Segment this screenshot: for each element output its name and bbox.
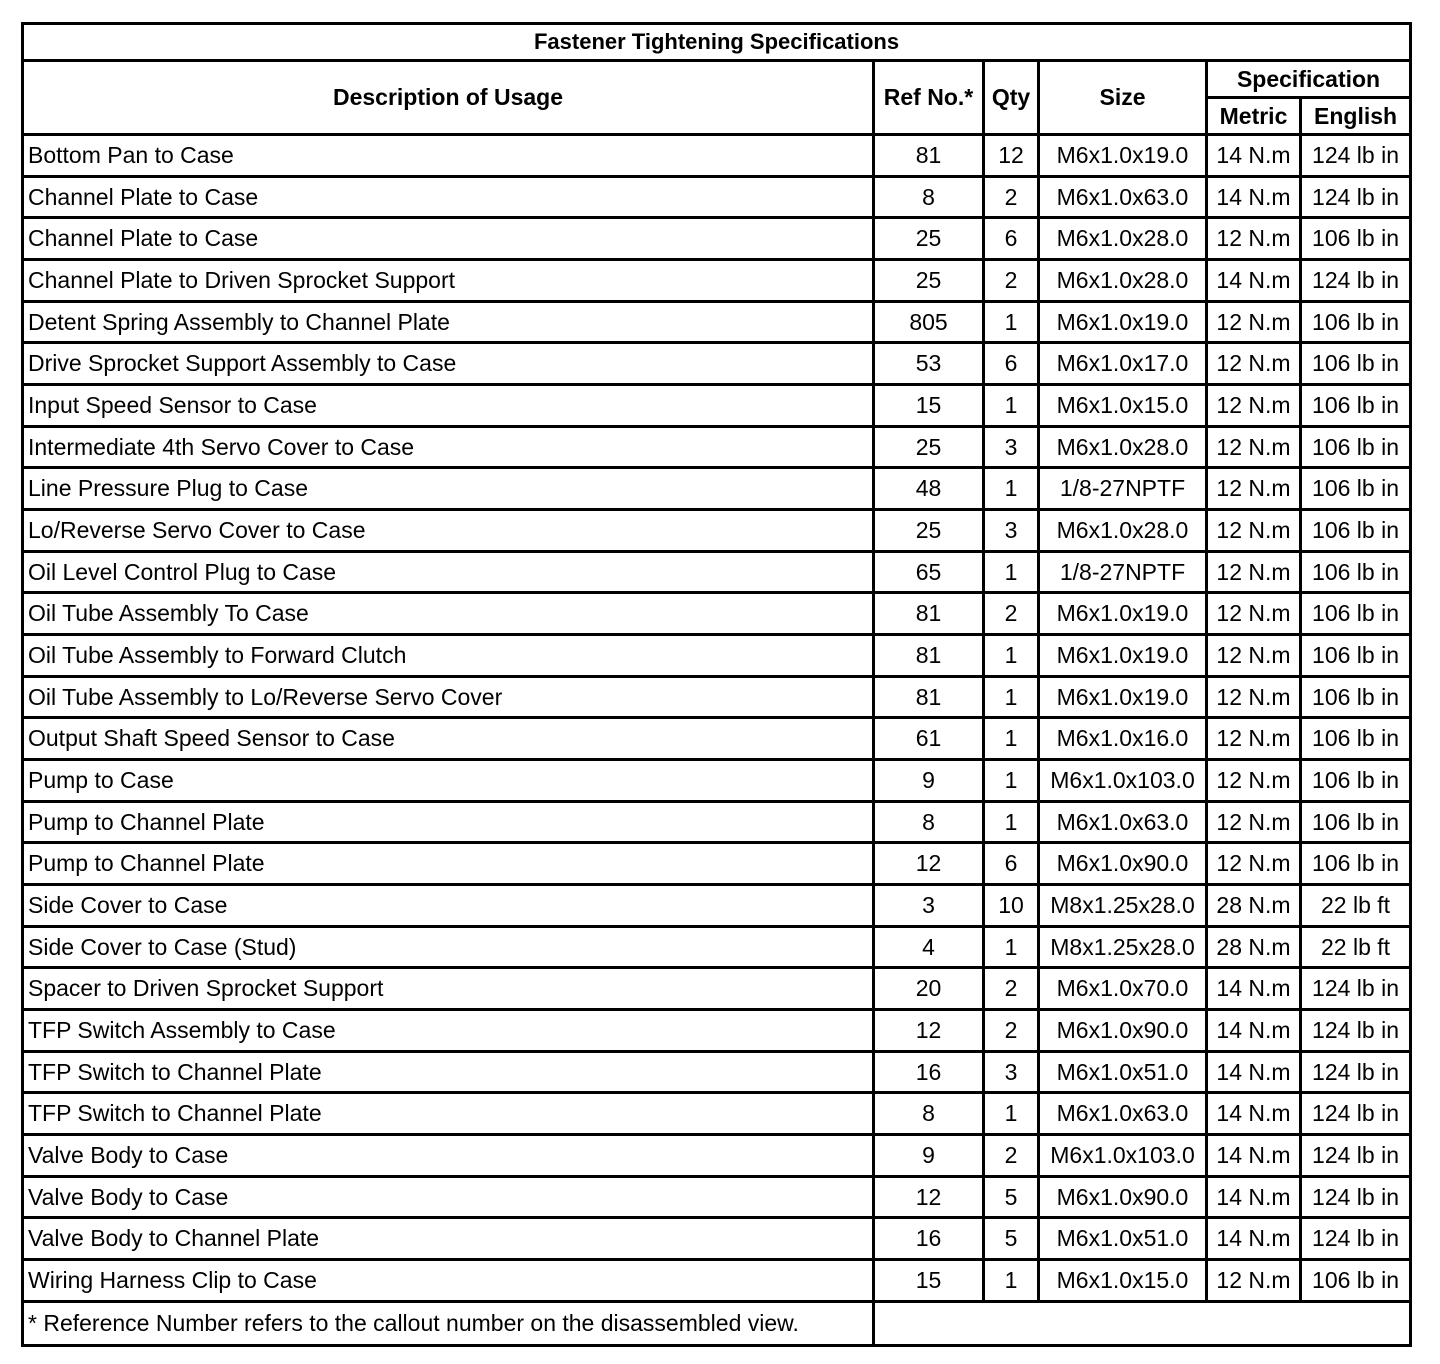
specification-header: Specification — [1207, 61, 1411, 98]
description-cell: TFP Switch to Channel Plate — [23, 1093, 874, 1135]
table-row — [23, 551, 1411, 593]
english-cell: 124 lb in — [1301, 968, 1411, 1010]
metric-cell: 12 N.m — [1207, 218, 1301, 260]
metric-cell: 14 N.m — [1207, 1093, 1301, 1135]
metric-header: Metric — [1207, 98, 1301, 135]
description-cell: Bottom Pan to Case — [23, 135, 874, 177]
table-title: Fastener Tightening Specifications — [23, 24, 1411, 61]
qty-cell: 1 — [984, 635, 1039, 677]
footnote-blank-cell — [874, 1302, 1411, 1346]
metric-cell: 12 N.m — [1207, 468, 1301, 510]
footnote-text: * Reference Number refers to the callout number on the disassembled view. — [23, 1302, 874, 1346]
size-cell: M6x1.0x70.0 — [1039, 968, 1207, 1010]
english-cell: 22 lb ft — [1301, 926, 1411, 968]
metric-cell: 12 N.m — [1207, 343, 1301, 385]
ref-no-cell: 15 — [874, 385, 984, 427]
english-header: English — [1301, 98, 1411, 135]
size-cell: M6x1.0x51.0 — [1039, 1218, 1207, 1260]
description-cell: Pump to Channel Plate — [23, 801, 874, 843]
description-cell: Intermediate 4th Servo Cover to Case — [23, 426, 874, 468]
qty-cell: 1 — [984, 301, 1039, 343]
description-cell: Drive Sprocket Support Assembly to Case — [23, 343, 874, 385]
metric-cell: 12 N.m — [1207, 635, 1301, 677]
ref-no-cell: 8 — [874, 1093, 984, 1135]
english-cell: 124 lb in — [1301, 1218, 1411, 1260]
ref-no-cell: 48 — [874, 468, 984, 510]
table-row — [23, 343, 1411, 385]
metric-cell: 12 N.m — [1207, 426, 1301, 468]
description-cell: Spacer to Driven Sprocket Support — [23, 968, 874, 1010]
table-row — [23, 1093, 1411, 1135]
table-row — [23, 593, 1411, 635]
description-cell: Side Cover to Case — [23, 885, 874, 927]
description-cell: Pump to Channel Plate — [23, 843, 874, 885]
english-cell: 124 lb in — [1301, 1093, 1411, 1135]
metric-cell: 14 N.m — [1207, 135, 1301, 177]
size-cell: M6x1.0x19.0 — [1039, 593, 1207, 635]
metric-cell: 12 N.m — [1207, 593, 1301, 635]
size-cell: 1/8-27NPTF — [1039, 551, 1207, 593]
english-cell: 106 lb in — [1301, 426, 1411, 468]
ref-no-cell: 12 — [874, 1176, 984, 1218]
ref-no-cell: 25 — [874, 260, 984, 302]
english-cell: 124 lb in — [1301, 176, 1411, 218]
english-cell: 124 lb in — [1301, 135, 1411, 177]
qty-cell: 1 — [984, 385, 1039, 427]
size-cell: M6x1.0x17.0 — [1039, 343, 1207, 385]
size-cell: M6x1.0x19.0 — [1039, 135, 1207, 177]
size-cell: 1/8-27NPTF — [1039, 468, 1207, 510]
ref-no-cell: 8 — [874, 176, 984, 218]
ref-no-cell: 20 — [874, 968, 984, 1010]
description-cell: Input Speed Sensor to Case — [23, 385, 874, 427]
size-cell: M6x1.0x19.0 — [1039, 301, 1207, 343]
english-cell: 106 lb in — [1301, 218, 1411, 260]
size-cell: M6x1.0x15.0 — [1039, 1260, 1207, 1302]
description-cell: Channel Plate to Case — [23, 176, 874, 218]
metric-cell: 14 N.m — [1207, 968, 1301, 1010]
english-cell: 106 lb in — [1301, 1260, 1411, 1302]
metric-cell: 14 N.m — [1207, 1010, 1301, 1052]
table-row — [23, 1218, 1411, 1260]
english-cell: 106 lb in — [1301, 551, 1411, 593]
qty-cell: 6 — [984, 843, 1039, 885]
metric-cell: 12 N.m — [1207, 301, 1301, 343]
size-cell: M6x1.0x103.0 — [1039, 1135, 1207, 1177]
qty-cell: 1 — [984, 551, 1039, 593]
ref-no-cell: 8 — [874, 801, 984, 843]
size-cell: M6x1.0x90.0 — [1039, 843, 1207, 885]
table-row — [23, 885, 1411, 927]
english-cell: 106 lb in — [1301, 718, 1411, 760]
english-cell: 124 lb in — [1301, 1010, 1411, 1052]
qty-cell: 1 — [984, 926, 1039, 968]
metric-cell: 28 N.m — [1207, 885, 1301, 927]
english-cell: 22 lb ft — [1301, 885, 1411, 927]
table-row — [23, 1135, 1411, 1177]
ref-no-header: Ref No.* — [874, 61, 984, 135]
table-row — [23, 176, 1411, 218]
ref-no-cell: 16 — [874, 1218, 984, 1260]
description-cell: Channel Plate to Driven Sprocket Support — [23, 260, 874, 302]
qty-cell: 2 — [984, 1010, 1039, 1052]
size-cell: M8x1.25x28.0 — [1039, 885, 1207, 927]
size-cell: M8x1.25x28.0 — [1039, 926, 1207, 968]
description-cell: TFP Switch Assembly to Case — [23, 1010, 874, 1052]
metric-cell: 12 N.m — [1207, 843, 1301, 885]
description-cell: Oil Level Control Plug to Case — [23, 551, 874, 593]
qty-cell: 2 — [984, 260, 1039, 302]
table-row — [23, 760, 1411, 802]
size-cell: M6x1.0x103.0 — [1039, 760, 1207, 802]
english-cell: 106 lb in — [1301, 468, 1411, 510]
metric-cell: 14 N.m — [1207, 260, 1301, 302]
size-cell: M6x1.0x90.0 — [1039, 1010, 1207, 1052]
qty-cell: 6 — [984, 343, 1039, 385]
qty-cell: 3 — [984, 1051, 1039, 1093]
ref-no-cell: 9 — [874, 1135, 984, 1177]
qty-cell: 3 — [984, 426, 1039, 468]
qty-cell: 1 — [984, 468, 1039, 510]
description-cell: Pump to Case — [23, 760, 874, 802]
ref-no-cell: 81 — [874, 593, 984, 635]
metric-cell: 14 N.m — [1207, 1176, 1301, 1218]
table-row — [23, 718, 1411, 760]
table-row — [23, 1176, 1411, 1218]
english-cell: 106 lb in — [1301, 801, 1411, 843]
metric-cell: 12 N.m — [1207, 551, 1301, 593]
ref-no-cell: 3 — [874, 885, 984, 927]
english-cell: 124 lb in — [1301, 1176, 1411, 1218]
size-cell: M6x1.0x19.0 — [1039, 676, 1207, 718]
metric-cell: 28 N.m — [1207, 926, 1301, 968]
size-cell: M6x1.0x16.0 — [1039, 718, 1207, 760]
english-cell: 124 lb in — [1301, 260, 1411, 302]
size-cell: M6x1.0x63.0 — [1039, 1093, 1207, 1135]
ref-no-cell: 12 — [874, 843, 984, 885]
english-cell: 106 lb in — [1301, 385, 1411, 427]
table-row — [23, 135, 1411, 177]
size-cell: M6x1.0x28.0 — [1039, 218, 1207, 260]
qty-cell: 10 — [984, 885, 1039, 927]
description-cell: Lo/Reverse Servo Cover to Case — [23, 510, 874, 552]
qty-cell: 6 — [984, 218, 1039, 260]
ref-no-cell: 25 — [874, 218, 984, 260]
table-row — [23, 968, 1411, 1010]
ref-no-cell: 61 — [874, 718, 984, 760]
footnote-row — [23, 1302, 1411, 1346]
qty-cell: 3 — [984, 510, 1039, 552]
size-cell: M6x1.0x90.0 — [1039, 1176, 1207, 1218]
table-body — [23, 135, 1411, 1302]
description-cell: Side Cover to Case (Stud) — [23, 926, 874, 968]
qty-cell: 5 — [984, 1218, 1039, 1260]
table-row — [23, 801, 1411, 843]
description-header: Description of Usage — [23, 61, 874, 135]
size-cell: M6x1.0x28.0 — [1039, 510, 1207, 552]
qty-cell: 12 — [984, 135, 1039, 177]
qty-cell: 2 — [984, 176, 1039, 218]
description-cell: Wiring Harness Clip to Case — [23, 1260, 874, 1302]
size-cell: M6x1.0x19.0 — [1039, 635, 1207, 677]
fastener-spec-table — [21, 22, 1412, 1347]
table-row — [23, 1260, 1411, 1302]
qty-cell: 2 — [984, 593, 1039, 635]
size-cell: M6x1.0x63.0 — [1039, 801, 1207, 843]
qty-cell: 1 — [984, 760, 1039, 802]
metric-cell: 12 N.m — [1207, 385, 1301, 427]
table-row — [23, 926, 1411, 968]
table-row — [23, 301, 1411, 343]
english-cell: 106 lb in — [1301, 676, 1411, 718]
english-cell: 106 lb in — [1301, 635, 1411, 677]
description-cell: Oil Tube Assembly to Forward Clutch — [23, 635, 874, 677]
size-cell: M6x1.0x15.0 — [1039, 385, 1207, 427]
table-row — [23, 468, 1411, 510]
english-cell: 124 lb in — [1301, 1051, 1411, 1093]
table-row — [23, 218, 1411, 260]
metric-cell: 12 N.m — [1207, 801, 1301, 843]
qty-cell: 1 — [984, 1093, 1039, 1135]
ref-no-cell: 65 — [874, 551, 984, 593]
description-cell: Oil Tube Assembly To Case — [23, 593, 874, 635]
table-row — [23, 260, 1411, 302]
qty-cell: 5 — [984, 1176, 1039, 1218]
metric-cell: 12 N.m — [1207, 718, 1301, 760]
size-cell: M6x1.0x51.0 — [1039, 1051, 1207, 1093]
qty-header: Qty — [984, 61, 1039, 135]
english-cell: 106 lb in — [1301, 843, 1411, 885]
ref-no-cell: 81 — [874, 676, 984, 718]
qty-cell: 1 — [984, 1260, 1039, 1302]
description-cell: Detent Spring Assembly to Channel Plate — [23, 301, 874, 343]
description-cell: Valve Body to Channel Plate — [23, 1218, 874, 1260]
english-cell: 106 lb in — [1301, 760, 1411, 802]
ref-no-cell: 25 — [874, 510, 984, 552]
description-cell: Line Pressure Plug to Case — [23, 468, 874, 510]
metric-cell: 14 N.m — [1207, 1051, 1301, 1093]
qty-cell: 1 — [984, 718, 1039, 760]
english-cell: 124 lb in — [1301, 1135, 1411, 1177]
english-cell: 106 lb in — [1301, 593, 1411, 635]
size-cell: M6x1.0x28.0 — [1039, 426, 1207, 468]
metric-cell: 12 N.m — [1207, 760, 1301, 802]
table-row — [23, 843, 1411, 885]
description-cell: Channel Plate to Case — [23, 218, 874, 260]
ref-no-cell: 805 — [874, 301, 984, 343]
english-cell: 106 lb in — [1301, 343, 1411, 385]
metric-cell: 14 N.m — [1207, 1218, 1301, 1260]
table-row — [23, 1010, 1411, 1052]
ref-no-cell: 9 — [874, 760, 984, 802]
metric-cell: 14 N.m — [1207, 1135, 1301, 1177]
table-row — [23, 635, 1411, 677]
ref-no-cell: 81 — [874, 635, 984, 677]
ref-no-cell: 16 — [874, 1051, 984, 1093]
size-header: Size — [1039, 61, 1207, 135]
qty-cell: 1 — [984, 801, 1039, 843]
table-row — [23, 676, 1411, 718]
qty-cell: 2 — [984, 968, 1039, 1010]
english-cell: 106 lb in — [1301, 510, 1411, 552]
qty-cell: 2 — [984, 1135, 1039, 1177]
qty-cell: 1 — [984, 676, 1039, 718]
table-row — [23, 426, 1411, 468]
table-row — [23, 385, 1411, 427]
description-cell: Valve Body to Case — [23, 1176, 874, 1218]
size-cell: M6x1.0x63.0 — [1039, 176, 1207, 218]
table-row — [23, 510, 1411, 552]
ref-no-cell: 53 — [874, 343, 984, 385]
table-header — [23, 24, 1411, 135]
table-row — [23, 1051, 1411, 1093]
ref-no-cell: 81 — [874, 135, 984, 177]
metric-cell: 12 N.m — [1207, 510, 1301, 552]
ref-no-cell: 12 — [874, 1010, 984, 1052]
metric-cell: 12 N.m — [1207, 1260, 1301, 1302]
ref-no-cell: 15 — [874, 1260, 984, 1302]
metric-cell: 12 N.m — [1207, 676, 1301, 718]
size-cell: M6x1.0x28.0 — [1039, 260, 1207, 302]
description-cell: Valve Body to Case — [23, 1135, 874, 1177]
ref-no-cell: 25 — [874, 426, 984, 468]
description-cell: Oil Tube Assembly to Lo/Reverse Servo Cover — [23, 676, 874, 718]
description-cell: Output Shaft Speed Sensor to Case — [23, 718, 874, 760]
ref-no-cell: 4 — [874, 926, 984, 968]
metric-cell: 14 N.m — [1207, 176, 1301, 218]
english-cell: 106 lb in — [1301, 301, 1411, 343]
description-cell: TFP Switch to Channel Plate — [23, 1051, 874, 1093]
